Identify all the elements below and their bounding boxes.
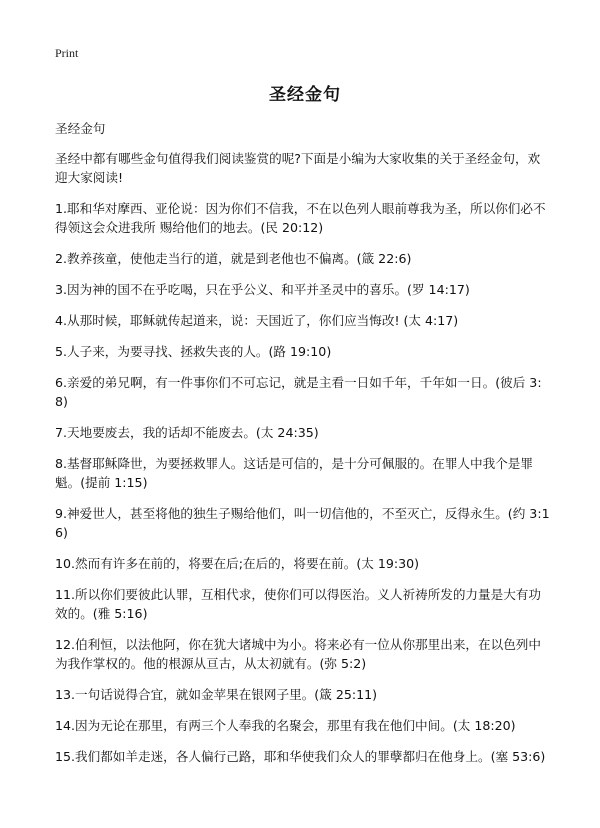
verse-12: 12.伯利恒，以法他阿，你在犹大诸城中为小。将来必有一位从你那里出来，在以色列中为我作掌权的。他的根源从亘古，从太初就有。(弥 5:2) [55, 637, 541, 671]
verse-6: 6.亲爱的弟兄啊，有一件事你们不可忘记，就是主看一日如千年，千年如一日。(彼后 3:8) [55, 375, 542, 409]
verse-5: 5.人子来，为要寻找、拯救失丧的人。(路 19:10) [55, 344, 332, 359]
verse-13: 13.一句话说得合宜，就如金苹果在银网子里。(箴 25:11) [55, 687, 378, 702]
document-subtitle: 圣经金句 [55, 121, 106, 136]
verse-7: 7.天地要废去，我的话却不能废去。(太 24:35) [55, 425, 319, 440]
verse-1: 1.耶和华对摩西、亚伦说：因为你们不信我，不在以色列人眼前尊我为圣，所以你们必不得领这会众进我所 赐给他们的地去。(民 20:12) [55, 201, 546, 235]
page-title: 圣经金句 [269, 85, 341, 105]
print-link[interactable]: Print [55, 46, 79, 60]
verse-10: 10.然而有许多在前的，将要在后;在后的，将要在前。(太 19:30) [55, 556, 420, 571]
document-body [55, 119, 552, 778]
intro-paragraph: 圣经中都有哪些金句值得我们阅读鉴赏的呢?下面是小编为大家收集的关于圣经金句，欢迎大家阅读! [55, 151, 541, 185]
verse-2: 2.教养孩童，使他走当行的道，就是到老他也不偏离。(箴 22:6) [55, 251, 412, 266]
verse-3: 3.因为神的国不在乎吃喝，只在乎公义、和平并圣灵中的喜乐。(罗 14:17) [55, 282, 470, 297]
verse-9: 9.神爱世人，甚至将他的独生子赐给他们，叫一切信他的，不至灭亡，反得永生。(约 3:16) [55, 506, 550, 540]
verse-11: 11.所以你们要彼此认罪，互相代求，使你们可以得医治。义人祈祷所发的力量是大有功效的。(雅 5:16) [55, 587, 541, 621]
verse-4: 4.从那时候，耶稣就传起道来，说：天国近了，你们应当悔改! (太 4:17) [55, 313, 459, 328]
verse-8: 8.基督耶稣降世，为要拯救罪人。这话是可信的，是十分可佩服的。在罪人中我个是罪魁。(提前 1:15) [55, 456, 533, 490]
verse-15: 15.我们都如羊走迷，各人偏行己路，耶和华使我们众人的罪孽都归在他身上。(塞 53:6) [55, 749, 546, 764]
verse-14: 14.因为无论在那里，有两三个人奉我的名聚会，那里有我在他们中间。(太 18:20) [55, 718, 516, 733]
